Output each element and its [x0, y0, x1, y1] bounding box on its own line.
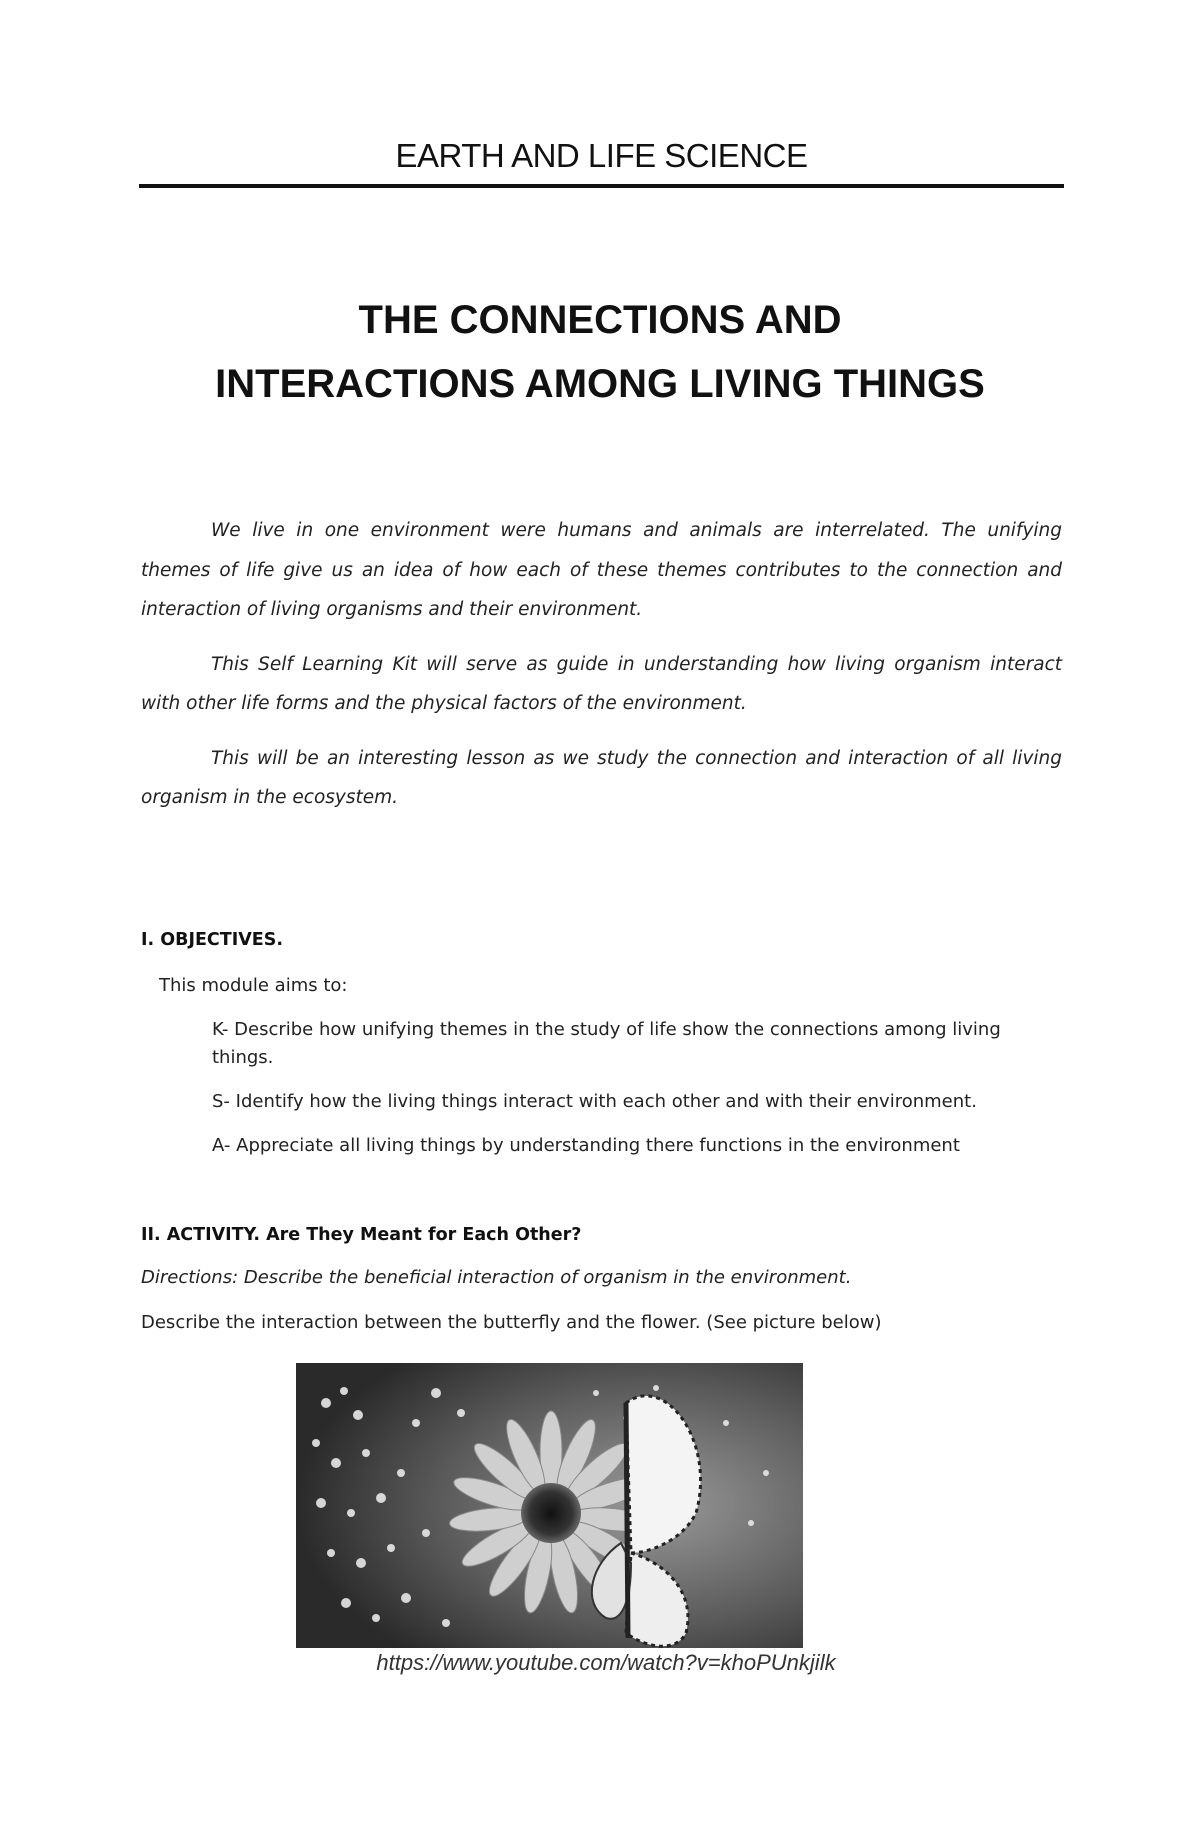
objective-attitude: A- Appreciate all living things by understanding there functions in the environment — [212, 1135, 960, 1156]
activity-heading: II. ACTIVITY. Are They Meant for Each Other? — [141, 1225, 582, 1245]
butterfly-flower-photo — [296, 1363, 803, 1648]
activity-directions: Directions: Describe the beneficial interaction of organism in the environment. — [141, 1267, 852, 1288]
objective-skill: S- Identify how the living things interact with each other and with their environment. — [212, 1091, 977, 1112]
intro-section — [141, 511, 1062, 833]
subject-title: EARTH AND LIFE SCIENCE — [395, 137, 808, 174]
objective-knowledge: K- Describe how unifying themes in the study of life show the connections among living things. — [212, 1019, 1001, 1068]
intro-paragraph-1: We live in one environment were humans and animals are interrelated. The unifying themes of life give us an idea of how each of these themes contributes to the connection and interaction of living organisms and their environment. — [141, 520, 1062, 620]
page-title — [100, 288, 1100, 416]
intro-paragraph-3: This will be an interesting lesson as we study the connection and interaction of all living organism in the ecosystem. — [141, 747, 1062, 808]
objectives-lead: This module aims to: — [159, 975, 348, 996]
intro-paragraph-2: This Self Learning Kit will serve as guide in understanding how living organism interact with other life forms and the physical factors of the environment. — [141, 653, 1062, 714]
image-source-caption: https://www.youtube.com/watch?v=khoPUnkjilk — [376, 1650, 836, 1675]
objectives-list — [212, 1016, 1032, 1176]
objectives-heading: I. OBJECTIVES. — [141, 930, 283, 950]
header-divider — [139, 184, 1064, 188]
page-title-line-1: THE CONNECTIONS AND — [358, 298, 842, 342]
activity-instruction: Describe the interaction between the butterfly and the flower. (See picture below) — [141, 1312, 882, 1333]
page-title-line-2: INTERACTIONS AMONG LIVING THINGS — [215, 362, 985, 406]
